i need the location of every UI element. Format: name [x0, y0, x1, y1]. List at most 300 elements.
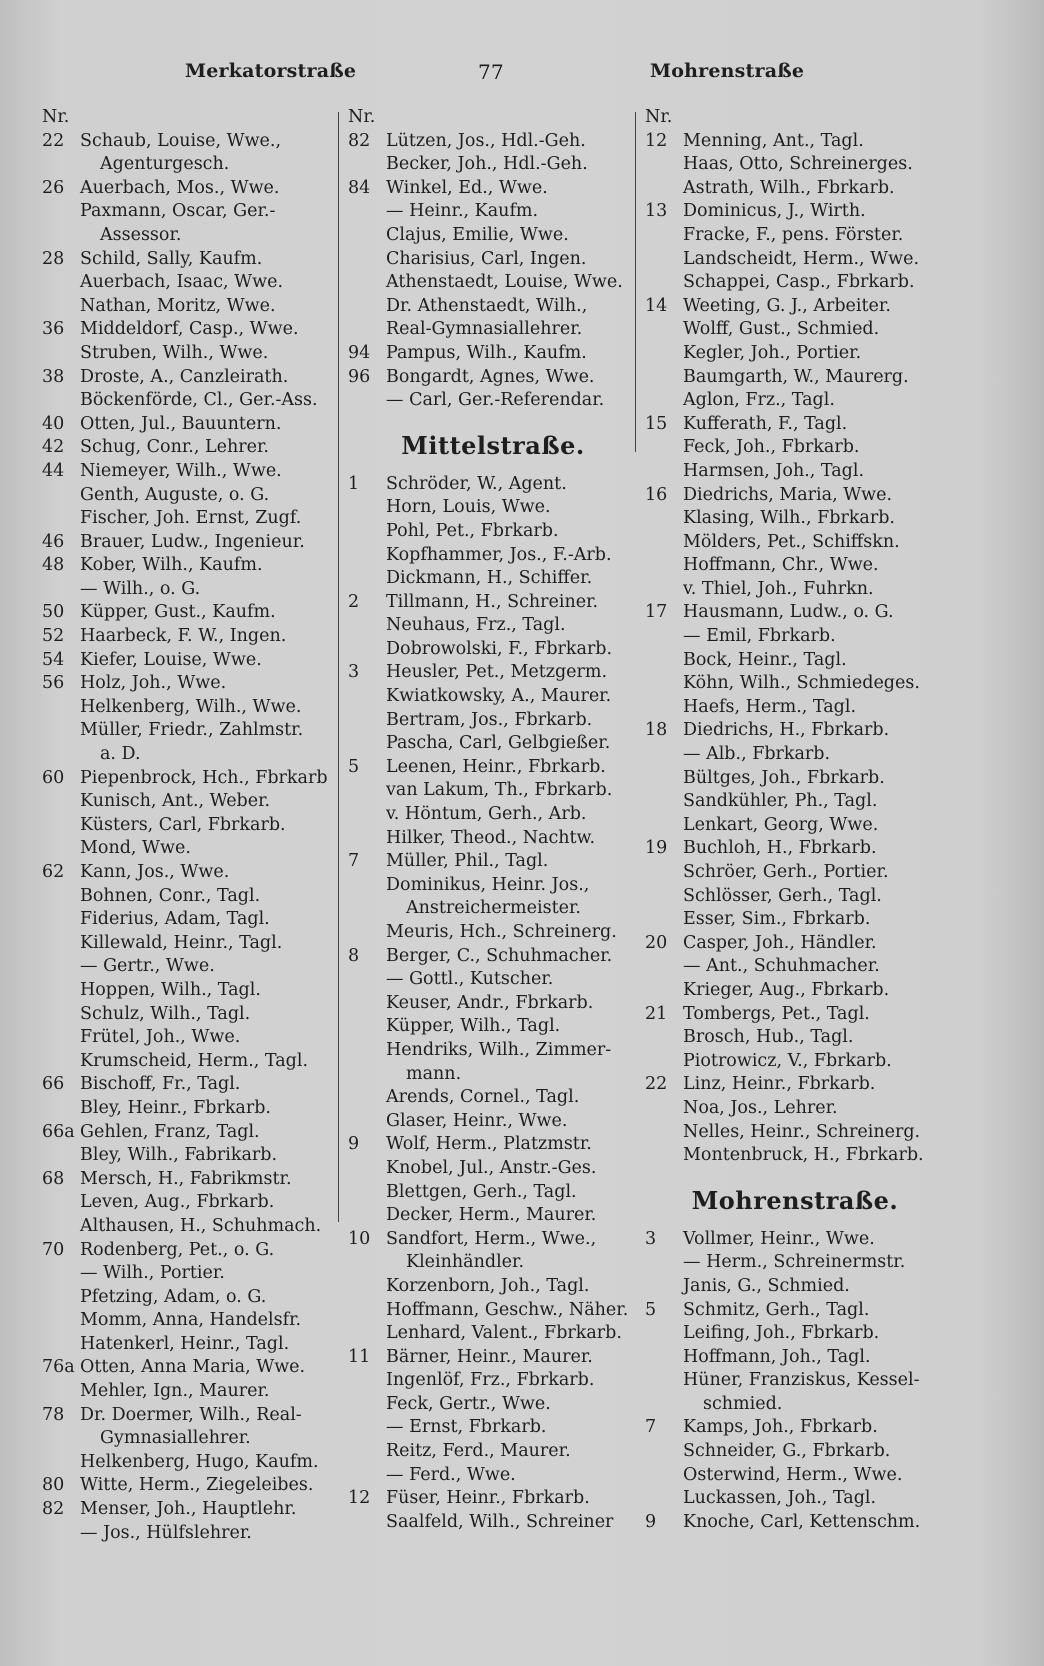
resident-entry: Bley, Wilh., Fabrikarb.: [80, 1145, 278, 1166]
house-number: 5: [645, 1299, 657, 1320]
directory-entry: [645, 767, 945, 791]
house-number: 60: [42, 767, 65, 788]
resident-entry: Otten, Anna Maria, Wwe.: [80, 1357, 306, 1378]
directory-entry: [348, 779, 638, 803]
directory-entry: [348, 827, 638, 851]
house-number: 96: [348, 366, 371, 387]
directory-entry: [645, 672, 945, 696]
directory-entry: [42, 672, 332, 696]
directory-entry: [42, 861, 332, 885]
house-number: 82: [42, 1499, 65, 1520]
house-number: Nr.: [42, 107, 70, 127]
house-number: 82: [348, 130, 371, 151]
resident-entry: Real-Gymnasiallehrer.: [386, 319, 583, 340]
directory-entry: [348, 130, 638, 154]
directory-entry: [645, 1026, 945, 1050]
resident-entry: Lenhard, Valent., Fbrkarb.: [386, 1323, 622, 1344]
directory-entry: [42, 1404, 332, 1428]
house-number: 15: [645, 413, 668, 434]
resident-entry: Auerbach, Isaac, Wwe.: [80, 272, 284, 293]
directory-entry: [645, 790, 945, 814]
directory-entry: [348, 224, 638, 248]
header-right-street: Mohrenstraße: [650, 60, 805, 82]
directory-entry: [348, 295, 638, 319]
directory-entry: [348, 1063, 638, 1087]
directory-entry: [348, 1251, 638, 1275]
resident-entry: Wolff, Gust., Schmied.: [683, 319, 880, 340]
house-number: 12: [645, 130, 668, 151]
directory-entry: [645, 200, 945, 224]
resident-entry: Bertram, Jos., Fbrkarb.: [386, 709, 593, 730]
directory-entry: [645, 1228, 945, 1252]
directory-entry: [645, 1322, 945, 1346]
resident-entry: Krieger, Aug., Fbrkarb.: [683, 979, 890, 1000]
house-number: 20: [645, 932, 668, 953]
resident-entry: Mölders, Pet., Schiffskn.: [683, 531, 900, 552]
street-heading: Mohrenstraße.: [691, 1185, 899, 1215]
resident-entry: Kopfhammer, Jos., F.-Arb.: [386, 544, 612, 565]
resident-entry: v. Thiel, Joh., Fuhrkn.: [683, 578, 874, 599]
resident-entry: Buchloh, H., Fbrkarb.: [683, 838, 877, 859]
resident-entry: Menser, Joh., Hauptlehr.: [80, 1499, 297, 1520]
directory-entry: [645, 1097, 945, 1121]
resident-entry: Korzenborn, Joh., Tagl.: [386, 1275, 590, 1296]
resident-entry: Schlösser, Gerh., Tagl.: [683, 885, 882, 906]
directory-entry: [645, 1144, 945, 1168]
directory-entry: [348, 1228, 638, 1252]
house-number: 70: [42, 1239, 65, 1260]
directory-entry: [42, 295, 332, 319]
directory-entry: [348, 850, 638, 874]
resident-entry: Helkenberg, Hugo, Kaufm.: [80, 1451, 319, 1472]
resident-entry: Schappei, Casp., Fbrkarb.: [683, 272, 915, 293]
directory-entry: [348, 520, 638, 544]
house-number: 42: [42, 437, 65, 458]
resident-entry: mann.: [406, 1063, 462, 1084]
resident-entry: Küpper, Wilh., Tagl.: [386, 1016, 561, 1037]
resident-entry: Hilker, Theod., Nachtw.: [386, 827, 596, 848]
street-heading: Mittelstraße.: [401, 430, 585, 460]
resident-entry: Pohl, Pet., Fbrkarb.: [386, 520, 559, 541]
resident-entry: Schröer, Gerh., Portier.: [683, 862, 889, 882]
directory-entry: [348, 732, 638, 756]
directory-entry: [645, 885, 945, 909]
directory-entry: [42, 1239, 332, 1263]
directory-entry: [42, 1097, 332, 1121]
house-number: 36: [42, 319, 65, 340]
directory-entry: [42, 413, 332, 437]
directory-entry: [348, 1393, 638, 1417]
house-number: 14: [645, 295, 668, 316]
resident-entry: Dr. Doermer, Wilh., Real-: [80, 1404, 302, 1425]
directory-entry: [42, 1168, 332, 1192]
resident-entry: Ingenlöf, Frz., Fbrkarb.: [386, 1370, 595, 1391]
directory-entry: [645, 696, 945, 720]
resident-entry: Piepenbrock, Hch., Fbrkarb: [80, 767, 328, 788]
directory-entry: [42, 955, 332, 979]
directory-entry: [348, 544, 638, 568]
directory-entry: [645, 1003, 945, 1027]
directory-entry: [348, 1299, 638, 1323]
directory-entry: [348, 1275, 638, 1299]
resident-entry: Meuris, Hch., Schreinerg.: [386, 922, 617, 942]
resident-entry: Tillmann, H., Schreiner.: [386, 591, 599, 612]
directory-entry: [348, 106, 638, 130]
resident-entry: Nathan, Moritz, Wwe.: [80, 295, 276, 316]
house-number: 22: [645, 1074, 668, 1095]
resident-entry: Köhn, Wilh., Schmiedeges.: [683, 673, 920, 694]
resident-entry: Pascha, Carl, Gelbgießer.: [386, 733, 611, 754]
header-left-street: Merkatorstraße: [185, 60, 357, 82]
resident-entry: Luckassen, Joh., Tagl.: [683, 1488, 877, 1509]
directory-entry: [348, 389, 638, 413]
house-number: 13: [645, 201, 668, 222]
directory-entry: [42, 1522, 332, 1546]
resident-entry: Dr. Athenstaedt, Wilh.,: [386, 295, 588, 316]
directory-entry: [348, 1346, 638, 1370]
house-number: 10: [348, 1228, 371, 1249]
directory-entry: [348, 1181, 638, 1205]
resident-entry: Bischoff, Fr., Tagl.: [80, 1074, 241, 1095]
resident-entry: — Ant., Schuhmacher.: [683, 956, 880, 977]
directory-entry: [348, 756, 638, 780]
resident-entry: Weeting, G. J., Arbeiter.: [683, 295, 891, 316]
resident-entry: Clajus, Emilie, Wwe.: [386, 224, 569, 245]
resident-entry: — Ernst, Fbrkarb.: [386, 1417, 547, 1438]
resident-entry: Schaub, Louise, Wwe.,: [80, 130, 282, 151]
directory-entry: [645, 625, 945, 649]
resident-entry: — Emil, Fbrkarb.: [683, 626, 836, 647]
directory-entry: [42, 790, 332, 814]
directory-entry: [348, 992, 638, 1016]
resident-entry: Schneider, G., Fbrkarb.: [683, 1441, 891, 1462]
resident-entry: Krumscheid, Herm., Tagl.: [80, 1050, 309, 1071]
resident-entry: Auerbach, Mos., Wwe.: [80, 177, 280, 198]
resident-entry: Osterwind, Herm., Wwe.: [683, 1464, 903, 1485]
directory-entry: [42, 1144, 332, 1168]
house-number: 54: [42, 649, 65, 670]
directory-entry: [645, 389, 945, 413]
directory-entry: [42, 153, 332, 177]
resident-entry: Lützen, Jos., Hdl.-Geh.: [386, 130, 586, 151]
page-number: 77: [478, 60, 504, 84]
resident-entry: Hausmann, Ludw., o. G.: [683, 602, 894, 623]
resident-entry: — Gertr., Wwe.: [80, 956, 215, 977]
resident-entry: Helkenberg, Wilh., Wwe.: [80, 696, 302, 717]
resident-entry: Küsters, Carl, Fbrkarb.: [80, 814, 286, 835]
directory-entry: [348, 1157, 638, 1181]
directory-entry: [645, 130, 945, 154]
house-number: Nr.: [348, 107, 376, 127]
house-number: 66a: [42, 1121, 75, 1142]
directory-entry: [42, 507, 332, 531]
directory-entry: [348, 1086, 638, 1110]
house-number: 38: [42, 366, 65, 387]
directory-entry: [645, 507, 945, 531]
resident-entry: Sandkühler, Ph., Tagl.: [683, 791, 878, 812]
resident-entry: Decker, Herm., Maurer.: [386, 1205, 597, 1226]
resident-entry: Schröder, W., Agent.: [386, 473, 567, 494]
resident-entry: — Herm., Schreinermstr.: [683, 1252, 906, 1273]
directory-entry: [348, 1487, 638, 1511]
directory-entry: [42, 106, 332, 130]
resident-entry: Kamps, Joh., Fbrkarb.: [683, 1417, 878, 1438]
resident-entry: Hüner, Franziskus, Kessel-: [683, 1370, 920, 1391]
directory-entry: [348, 1110, 638, 1134]
resident-entry: Bohnen, Conr., Tagl.: [80, 885, 261, 906]
resident-entry: Dobrowolski, F., Fbrkarb.: [386, 638, 613, 659]
house-number: 80: [42, 1475, 65, 1496]
resident-entry: Leven, Aug., Fbrkarb.: [80, 1192, 275, 1213]
directory-entry: [42, 1050, 332, 1074]
house-number: 8: [348, 945, 360, 966]
house-number: 21: [645, 1003, 668, 1024]
resident-entry: Kann, Jos., Wwe.: [80, 862, 230, 882]
house-number: 3: [348, 662, 360, 683]
resident-entry: Althausen, H., Schuhmach.: [80, 1215, 322, 1236]
directory-entry: [645, 554, 945, 578]
directory-entry: [348, 638, 638, 662]
directory-entry: [348, 1133, 638, 1157]
resident-entry: Agenturgesch.: [100, 154, 230, 175]
resident-entry: Baumgarth, W., Maurerg.: [683, 366, 909, 387]
directory-entry: [42, 601, 332, 625]
resident-entry: Middeldorf, Casp., Wwe.: [80, 319, 299, 340]
resident-entry: Wolf, Herm., Platzmstr.: [386, 1134, 592, 1155]
resident-entry: Landscheidt, Herm., Wwe.: [683, 248, 920, 269]
house-number: Nr.: [645, 107, 673, 127]
directory-entry: [645, 1487, 945, 1511]
house-number: 46: [42, 531, 65, 552]
directory-entry: [348, 709, 638, 733]
directory-entry: [42, 885, 332, 909]
directory-entry: [645, 578, 945, 602]
house-number: 94: [348, 342, 371, 363]
resident-entry: Momm, Anna, Handelsfr.: [80, 1310, 302, 1331]
directory-entry: [42, 719, 332, 743]
resident-entry: Killewald, Heinr., Tagl.: [80, 932, 283, 953]
resident-entry: Reitz, Ferd., Maurer.: [386, 1441, 571, 1462]
resident-entry: Klasing, Wilh., Fbrkarb.: [683, 508, 895, 529]
directory-entry: [42, 1333, 332, 1357]
house-number: 50: [42, 602, 65, 623]
resident-entry: Arends, Cornel., Tagl.: [386, 1087, 580, 1108]
resident-entry: Hoffmann, Joh., Tagl.: [683, 1346, 871, 1367]
resident-entry: Knobel, Jul., Anstr.-Ges.: [386, 1157, 597, 1178]
directory-entry: [42, 484, 332, 508]
resident-entry: Böckenförde, Cl., Ger.-Ass.: [80, 390, 318, 411]
resident-entry: — Jos., Hülfslehrer.: [80, 1522, 252, 1543]
directory-entry: [42, 342, 332, 366]
resident-entry: Schulz, Wilh., Tagl.: [80, 1003, 251, 1024]
resident-entry: Kober, Wilh., Kaufm.: [80, 555, 263, 576]
column-3: [645, 106, 945, 1534]
directory-entry: [42, 1309, 332, 1333]
directory-entry: [42, 1026, 332, 1050]
resident-entry: Diedrichs, Maria, Wwe.: [683, 484, 893, 505]
directory-entry: [42, 1286, 332, 1310]
resident-entry: Knoche, Carl, Kettenschm.: [683, 1511, 921, 1532]
house-number: 18: [645, 720, 668, 741]
directory-entry: [645, 295, 945, 319]
directory-entry: [645, 649, 945, 673]
directory-entry: [348, 1416, 638, 1440]
directory-entry: [348, 1369, 638, 1393]
resident-entry: Glaser, Heinr., Wwe.: [386, 1110, 568, 1131]
resident-entry: Feck, Gertr., Wwe.: [386, 1393, 551, 1414]
resident-entry: Schild, Sally, Kaufm.: [80, 248, 263, 269]
directory-entry: [348, 496, 638, 520]
resident-entry: Neuhaus, Frz., Tagl.: [386, 615, 566, 636]
resident-entry: Leifing, Joh., Fbrkarb.: [683, 1323, 880, 1344]
resident-entry: — Alb., Fbrkarb.: [683, 744, 831, 765]
directory-entry: [348, 342, 638, 366]
resident-entry: Esser, Sim., Fbrkarb.: [683, 909, 871, 930]
resident-entry: Schug, Conr., Lehrer.: [80, 437, 269, 458]
directory-entry: [348, 1511, 638, 1535]
directory-entry: [42, 177, 332, 201]
resident-entry: Müller, Phil., Tagl.: [386, 851, 549, 872]
resident-entry: Mond, Wwe.: [80, 838, 191, 859]
resident-entry: Pampus, Wilh., Kaufm.: [386, 342, 587, 363]
resident-entry: Charisius, Carl, Ingen.: [386, 248, 587, 269]
directory-entry: [348, 1440, 638, 1464]
directory-entry: [645, 814, 945, 838]
directory-entry: [348, 1204, 638, 1228]
directory-entry: [645, 743, 945, 767]
resident-entry: Tombergs, Pet., Tagl.: [683, 1003, 870, 1024]
resident-entry: Hoffmann, Geschw., Näher.: [386, 1299, 629, 1320]
house-number: 11: [348, 1346, 371, 1367]
directory-entry: [348, 685, 638, 709]
resident-entry: Füser, Heinr., Fbrkarb.: [386, 1488, 590, 1509]
directory-entry: [645, 1464, 945, 1488]
resident-entry: Kiefer, Louise, Wwe.: [80, 649, 262, 670]
resident-entry: Feck, Joh., Fbrkarb.: [683, 437, 860, 458]
resident-entry: Menning, Ant., Tagl.: [683, 130, 864, 151]
house-number: 9: [645, 1511, 657, 1532]
directory-entry: [42, 531, 332, 555]
directory-entry: [42, 696, 332, 720]
resident-entry: — Wilh., o. G.: [80, 578, 201, 599]
resident-entry: Hendriks, Wilh., Zimmer-: [386, 1039, 612, 1060]
directory-entry: [42, 1215, 332, 1239]
house-number: 16: [645, 484, 668, 505]
house-number: 7: [645, 1417, 657, 1438]
directory-entry: [42, 460, 332, 484]
resident-entry: Linz, Heinr., Fbrkarb.: [683, 1074, 876, 1095]
directory-entry: [645, 1346, 945, 1370]
resident-entry: Droste, A., Canzleirath.: [80, 366, 289, 387]
resident-entry: Astrath, Wilh., Fbrkarb.: [683, 177, 895, 198]
directory-entry: [42, 200, 332, 224]
resident-entry: Diedrichs, H., Fbrkarb.: [683, 720, 890, 741]
directory-entry: [645, 837, 945, 861]
directory-entry: [645, 1511, 945, 1535]
resident-entry: Winkel, Ed., Wwe.: [386, 177, 548, 198]
resident-entry: — Heinr., Kaufm.: [386, 201, 539, 222]
directory-entry: [42, 1121, 332, 1145]
resident-entry: Gymnasiallehrer.: [100, 1428, 251, 1449]
resident-entry: Gehlen, Franz, Tagl.: [80, 1121, 260, 1142]
resident-entry: Niemeyer, Wilh., Wwe.: [80, 460, 282, 481]
house-number: 7: [348, 851, 360, 872]
column-1: [42, 106, 332, 1545]
directory-entry: [348, 968, 638, 992]
directory-entry: [348, 318, 638, 342]
resident-entry: Kufferath, F., Tagl.: [683, 413, 848, 434]
directory-entry: [348, 614, 638, 638]
resident-entry: a. D.: [100, 744, 141, 765]
resident-entry: Kwiatkowsky, A., Maurer.: [386, 686, 612, 707]
directory-entry: [645, 484, 945, 508]
directory-entry: [42, 366, 332, 390]
directory-entry: [645, 1050, 945, 1074]
directory-entry: [348, 248, 638, 272]
directory-entry: [42, 743, 332, 767]
house-number: 1: [348, 473, 360, 494]
resident-entry: Horn, Louis, Wwe.: [386, 497, 551, 518]
directory-entry: [645, 1121, 945, 1145]
directory-entry: [645, 271, 945, 295]
resident-entry: Haas, Otto, Schreinerges.: [683, 154, 913, 175]
directory-entry: [42, 1474, 332, 1498]
directory-entry: [42, 389, 332, 413]
directory-entry: [348, 1039, 638, 1063]
resident-entry: Saalfeld, Wilh., Schreiner: [386, 1511, 614, 1532]
house-number: 28: [42, 248, 65, 269]
resident-entry: Nelles, Heinr., Schreinerg.: [683, 1121, 921, 1142]
resident-entry: Kleinhändler.: [406, 1252, 525, 1273]
directory-entry: [645, 224, 945, 248]
resident-entry: Lenkart, Georg, Wwe.: [683, 814, 879, 835]
directory-entry: [42, 224, 332, 248]
house-number: 62: [42, 862, 65, 882]
resident-entry: Montenbruck, H., Fbrkarb.: [683, 1145, 924, 1166]
directory-entry: [645, 436, 945, 460]
resident-entry: Keuser, Andr., Fbrkarb.: [386, 992, 594, 1013]
directory-entry: [348, 153, 638, 177]
resident-entry: Brosch, Hub., Tagl.: [683, 1027, 854, 1048]
resident-entry: Struben, Wilh., Wwe.: [80, 342, 269, 363]
directory-entry: [348, 177, 638, 201]
house-number: 12: [348, 1488, 371, 1509]
directory-entry: [348, 567, 638, 591]
house-number: 56: [42, 673, 65, 694]
house-number: 44: [42, 460, 65, 481]
directory-entry: [348, 921, 638, 945]
column-2: [348, 106, 638, 1534]
house-number: 2: [348, 591, 360, 612]
house-number: 26: [42, 177, 65, 198]
resident-entry: Noa, Jos., Lehrer.: [683, 1097, 838, 1118]
directory-entry: [42, 1380, 332, 1404]
resident-entry: Hoffmann, Chr., Wwe.: [683, 555, 879, 576]
directory-entry: [42, 578, 332, 602]
house-number: 5: [348, 756, 360, 777]
resident-entry: v. Höntum, Gerh., Arb.: [386, 804, 587, 825]
resident-entry: Genth, Auguste, o. G.: [80, 484, 270, 505]
resident-entry: Müller, Friedr., Zahlmstr.: [80, 720, 304, 741]
resident-entry: Fiderius, Adam, Tagl.: [80, 909, 270, 930]
resident-entry: Hoppen, Wilh., Tagl.: [80, 979, 261, 1000]
directory-entry: [42, 248, 332, 272]
directory-entry: [42, 318, 332, 342]
resident-entry: Vollmer, Heinr., Wwe.: [683, 1228, 875, 1249]
resident-entry: Fischer, Joh. Ernst, Zugf.: [80, 508, 302, 529]
directory-entry: [42, 1073, 332, 1097]
resident-entry: Dickmann, H., Schiffer.: [386, 568, 593, 589]
